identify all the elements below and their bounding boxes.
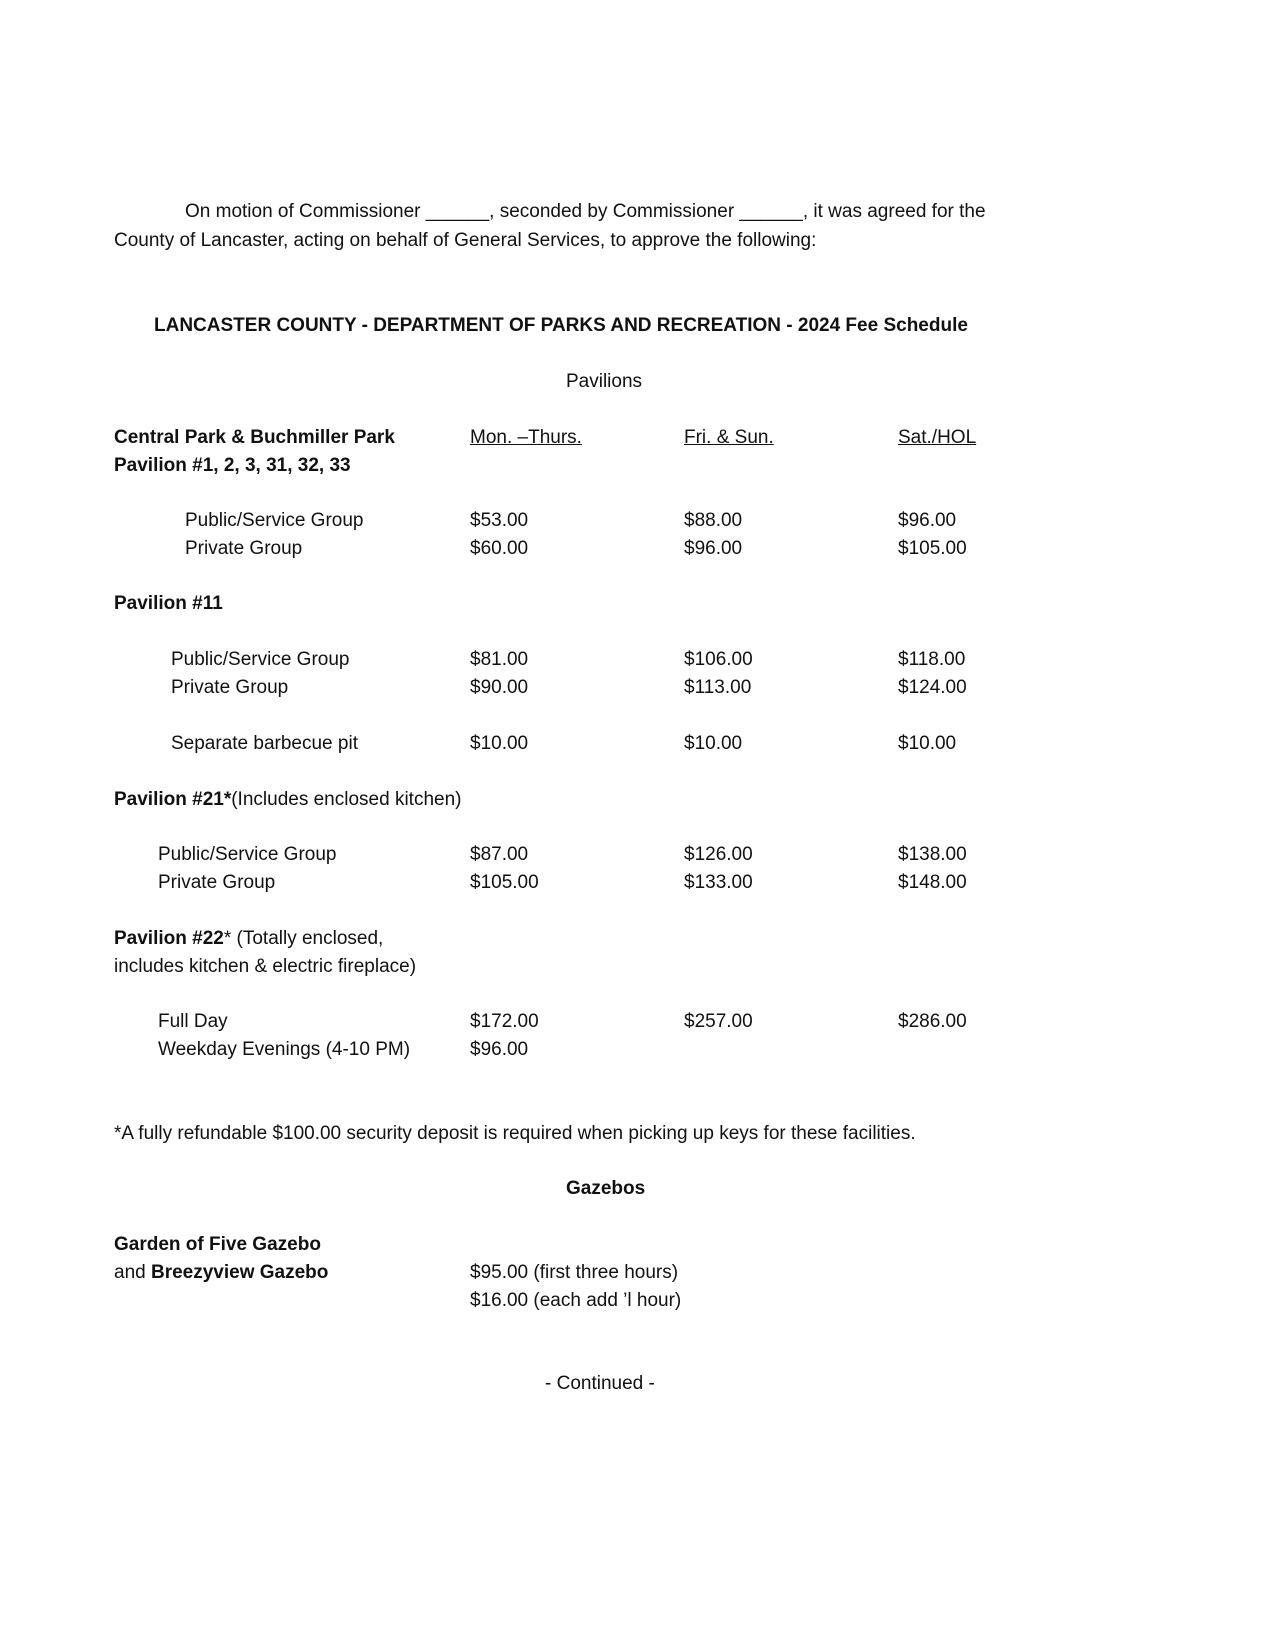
intro-line-1: On motion of Commissioner ______, seconded by Commissioner ______, it was agreed for the	[185, 201, 986, 222]
fee: $113.00	[684, 677, 752, 698]
gazebo-name-1: Garden of Five Gazebo	[114, 1234, 321, 1255]
fee: $96.00	[470, 1039, 529, 1060]
row-label: Full Day	[158, 1011, 228, 1032]
column-header-mon-thurs: Mon. –Thurs.	[470, 427, 582, 448]
row-label: Separate barbecue pit	[171, 733, 358, 754]
fee: $87.00	[470, 844, 529, 865]
row-label: Private Group	[158, 872, 276, 893]
fee: $257.00	[684, 1011, 753, 1032]
fee: $53.00	[470, 510, 529, 531]
fee: $148.00	[898, 872, 967, 893]
deposit-footnote: *A fully refundable $100.00 security deposit is required when picking up keys for these facilities.	[114, 1123, 916, 1144]
fee: $105.00	[898, 538, 967, 559]
fee: $10.00	[898, 733, 957, 754]
gazebo-fee-2: $16.00 (each add ’l hour)	[470, 1290, 682, 1311]
gazebo-name-line-2	[114, 1261, 328, 1285]
fee: $60.00	[470, 538, 529, 559]
column-header-fri-sun: Fri. & Sun.	[684, 427, 774, 448]
group3-heading	[114, 788, 461, 812]
and-text: and	[114, 1262, 151, 1283]
fee: $138.00	[898, 844, 967, 865]
intro-line-2: County of Lancaster, acting on behalf of General Services, to approve the following:	[114, 230, 817, 251]
fee: $88.00	[684, 510, 743, 531]
row-label: Weekday Evenings (4-10 PM)	[158, 1039, 411, 1060]
row-label: Public/Service Group	[185, 510, 364, 531]
page-title: LANCASTER COUNTY - DEPARTMENT OF PARKS AND RECREATION - 2024 Fee Schedule	[154, 315, 968, 336]
fee: $96.00	[898, 510, 957, 531]
gazebo-name-2: Breezyview Gazebo	[150, 1262, 329, 1283]
group4-note: * (Totally enclosed,	[223, 928, 384, 949]
group1-subtitle: Pavilion #1, 2, 3, 31, 32, 33	[114, 455, 351, 476]
fee: $90.00	[470, 677, 529, 698]
group4-heading	[114, 927, 383, 951]
row-label: Private Group	[171, 677, 289, 698]
fee: $286.00	[898, 1011, 967, 1032]
fee: $10.00	[470, 733, 529, 754]
row-label: Private Group	[185, 538, 303, 559]
continued-text: - Continued -	[545, 1373, 655, 1394]
fee: $81.00	[470, 649, 529, 670]
group2-title: Pavilion #11	[114, 593, 223, 614]
fee: $124.00	[898, 677, 967, 698]
gazebos-heading: Gazebos	[566, 1178, 646, 1199]
fee: $10.00	[684, 733, 743, 754]
row-label: Public/Service Group	[171, 649, 350, 670]
fee: $172.00	[470, 1011, 539, 1032]
group3-note: (Includes enclosed kitchen)	[231, 789, 462, 810]
gazebo-fee-1: $95.00 (first three hours)	[470, 1262, 679, 1283]
row-label: Public/Service Group	[158, 844, 337, 865]
fee: $105.00	[470, 872, 539, 893]
fee: $133.00	[684, 872, 753, 893]
fee: $106.00	[684, 649, 753, 670]
group4-title: Pavilion #22	[114, 928, 224, 949]
fee: $96.00	[684, 538, 743, 559]
fee: $126.00	[684, 844, 753, 865]
group4-note-2: includes kitchen & electric fireplace)	[114, 956, 417, 977]
group1-title: Central Park & Buchmiller Park	[114, 427, 395, 448]
column-header-sat-hol: Sat./HOL	[898, 427, 977, 448]
group3-title: Pavilion #21*	[114, 789, 232, 810]
pavilions-heading: Pavilions	[566, 371, 643, 392]
fee: $118.00	[898, 649, 966, 670]
